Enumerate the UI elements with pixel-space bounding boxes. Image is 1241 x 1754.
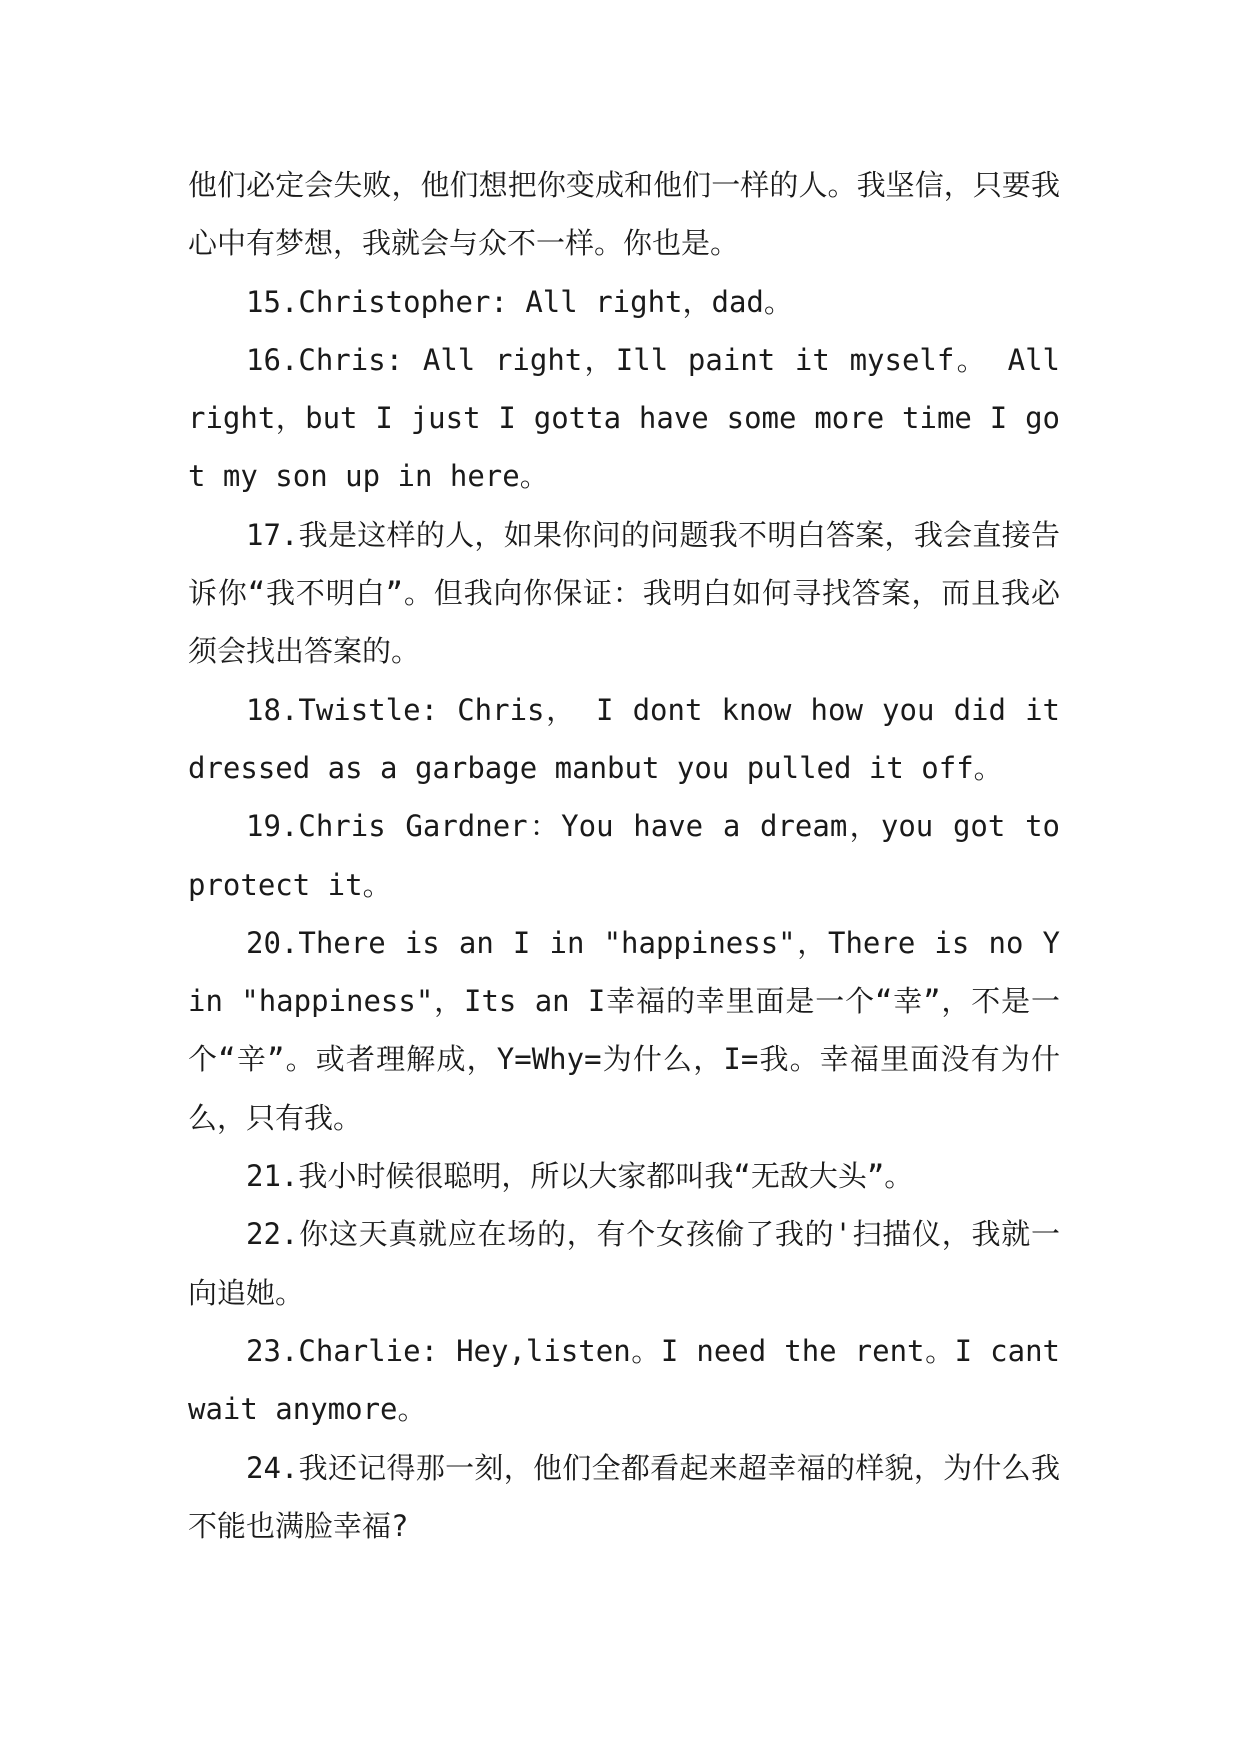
document-body xyxy=(188,156,1060,1555)
paragraph-continuation: 他们必定会失败，他们想把你变成和他们一样的人。我坚信，只要我心中有梦想，我就会与众不一样。你也是。 xyxy=(188,168,1060,261)
paragraph-quote-22: 22.你这天真就应在场的，有个女孩偷了我的'扫描仪，我就一向追她。 xyxy=(188,1217,1060,1310)
paragraph-quote-18: 18.Twistle: Chris， I dont know how you did it dressed as a garbage manbut you pulled it off。 xyxy=(188,692,1060,785)
paragraph-quote-21: 21.我小时候很聪明，所以大家都叫我“无敌大头”。 xyxy=(246,1159,914,1194)
paragraph-quote-15: 15.Christopher: All right，dad。 xyxy=(246,284,793,319)
paragraph-quote-19: 19.Chris Gardner：You have a dream，you got to protect it。 xyxy=(188,809,1060,902)
paragraph-quote-24: 24.我还记得那一刻，他们全都看起来超幸福的样貌，为什么我不能也满脸幸福? xyxy=(188,1450,1060,1543)
paragraph-quote-17: 17.我是这样的人，如果你问的问题我不明白答案，我会直接告诉你“我不明白”。但我向你保证：我明白如何寻找答案，而且我必须会找出答案的。 xyxy=(188,517,1060,669)
paragraph-quote-23: 23.Charlie: Hey,listen。I need the rent。I cant wait anymore。 xyxy=(188,1333,1060,1427)
paragraph-quote-20: 20.There is an I in "happiness"，There is no Y in "happiness"，Its an I幸福的幸里面是一个“幸”，不是一个“辛”。或者理解成，Y=Why=为什么，I=我。幸福里面没有为什么，只有我。 xyxy=(188,925,1060,1135)
paragraph-quote-16: 16.Chris: All right，Ill paint it myself。 All right，but I just I gotta have some more time I got my son up in here。 xyxy=(188,342,1060,494)
